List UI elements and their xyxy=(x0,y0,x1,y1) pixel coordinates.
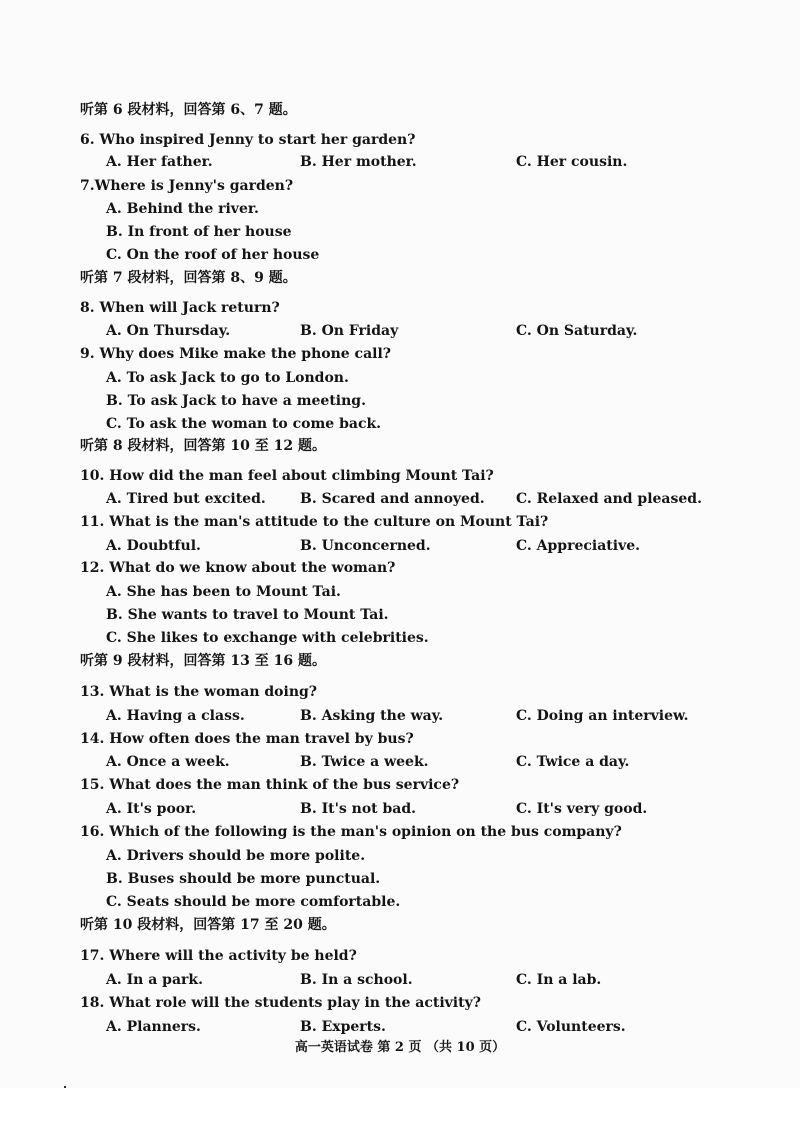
option-c: C. Appreciative. xyxy=(516,538,640,554)
option-a: A. To ask Jack to go to London. xyxy=(106,370,349,386)
question-stem: 12. What do we know about the woman? xyxy=(80,560,396,576)
option-c: C. She likes to exchange with celebrities. xyxy=(106,630,429,646)
option-a: A. She has been to Mount Tai. xyxy=(106,584,341,600)
section-heading: 听第 6 段材料，回答第 6、7 题。 xyxy=(80,102,297,118)
page-footer: 高一英语试卷 第 2 页 （共 10 页） xyxy=(294,1040,506,1055)
question-stem: 8. When will Jack return? xyxy=(80,300,280,316)
question-stem: 18. What role will the students play in the activity? xyxy=(80,995,481,1011)
question-stem: 15. What does the man think of the bus service? xyxy=(80,777,460,793)
option-b: B. In front of her house xyxy=(106,224,292,240)
question-stem: 9. Why does Mike make the phone call? xyxy=(80,346,391,362)
section-heading: 听第 10 段材料，回答第 17 至 20 题。 xyxy=(80,917,336,933)
question-stem: 7.Where is Jenny's garden? xyxy=(80,178,294,194)
option-b: B. Scared and annoyed. xyxy=(300,491,485,507)
option-b: B. To ask Jack to have a meeting. xyxy=(106,393,366,409)
option-b: B. She wants to travel to Mount Tai. xyxy=(106,607,389,623)
option-c: C. To ask the woman to come back. xyxy=(106,416,382,432)
option-a: A. Planners. xyxy=(106,1019,201,1035)
option-c: C. Doing an interview. xyxy=(516,708,689,724)
question-stem: 16. Which of the following is the man's opinion on the bus company? xyxy=(80,824,622,840)
option-c: C. Relaxed and pleased. xyxy=(516,491,702,507)
option-a: A. On Thursday. xyxy=(106,323,231,339)
scan-speck xyxy=(64,1086,66,1088)
option-a: A. Her father. xyxy=(106,154,213,170)
question-stem: 11. What is the man's attitude to the culture on Mount Tai? xyxy=(80,514,549,530)
option-c: C. On Saturday. xyxy=(516,323,638,339)
section-heading: 听第 9 段材料，回答第 13 至 16 题。 xyxy=(80,653,326,669)
section-heading: 听第 7 段材料，回答第 8、9 题。 xyxy=(80,270,297,286)
option-c: C. It's very good. xyxy=(516,801,648,817)
section-heading: 听第 8 段材料，回答第 10 至 12 题。 xyxy=(80,438,326,454)
option-c: C. Seats should be more comfortable. xyxy=(106,894,401,910)
option-a: A. In a park. xyxy=(106,972,203,988)
question-stem: 17. Where will the activity be held? xyxy=(80,948,357,964)
option-c: C. Volunteers. xyxy=(516,1019,626,1035)
option-b: B. Asking the way. xyxy=(300,708,444,724)
option-c: C. On the roof of her house xyxy=(106,247,320,263)
option-c: C. Her cousin. xyxy=(516,154,628,170)
option-b: B. In a school. xyxy=(300,972,413,988)
option-a: A. Drivers should be more polite. xyxy=(106,848,366,864)
option-b: B. Her mother. xyxy=(300,154,417,170)
option-c: C. In a lab. xyxy=(516,972,602,988)
option-a: A. Having a class. xyxy=(106,708,245,724)
question-stem: 6. Who inspired Jenny to start her garden? xyxy=(80,132,416,148)
question-stem: 14. How often does the man travel by bus? xyxy=(80,731,414,747)
option-a: A. Behind the river. xyxy=(106,201,259,217)
option-b: B. Unconcerned. xyxy=(300,538,431,554)
question-stem: 13. What is the woman doing? xyxy=(80,684,317,700)
option-b: B. Buses should be more punctual. xyxy=(106,871,381,887)
option-a: A. Tired but excited. xyxy=(106,491,266,507)
option-c: C. Twice a day. xyxy=(516,754,630,770)
option-a: A. It's poor. xyxy=(106,801,197,817)
option-a: A. Doubtful. xyxy=(106,538,201,554)
option-b: B. It's not bad. xyxy=(300,801,417,817)
option-b: B. On Friday xyxy=(300,323,399,339)
option-a: A. Once a week. xyxy=(106,754,230,770)
option-b: B. Experts. xyxy=(300,1019,386,1035)
option-b: B. Twice a week. xyxy=(300,754,429,770)
question-stem: 10. How did the man feel about climbing Mount Tai? xyxy=(80,468,494,484)
